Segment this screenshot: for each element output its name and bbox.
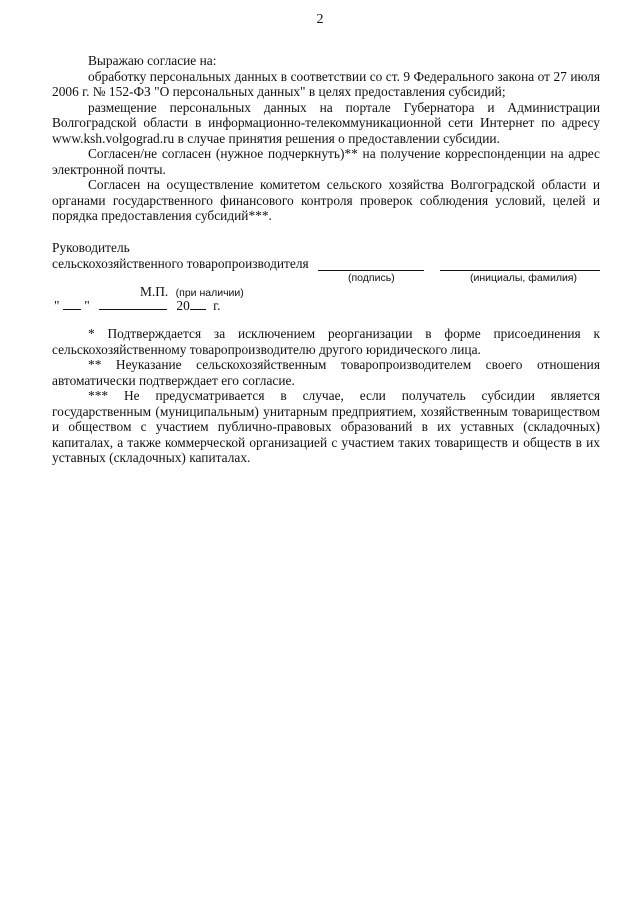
consent-item-email: Согласен/не согласен (нужное подчеркнуть)** на получение корреспонденции на адрес электронной почты. (52, 146, 600, 177)
day-blank (63, 298, 81, 310)
year-blank (190, 298, 206, 310)
year-suffix: г. (213, 298, 221, 313)
date-open-quote: " (54, 298, 60, 313)
consent-item-inspection: Согласен на осуществление комитетом сельского хозяйства Волгоградской области и органами государственного финансового контроля проверок соблюдения условий, целей и порядка предоставления субсидий***. (52, 177, 600, 223)
consent-item-personal-data: обработку персональных данных в соответствии со ст. 9 Федерального закона от 27 июля 2006 г. № 152-ФЗ "О персональных данных" в целях предоставления субсидий; (52, 68, 600, 99)
year-prefix: 20 (176, 298, 190, 313)
consent-heading: Выражаю согласие на: (88, 53, 217, 68)
date-close-quote: " (84, 298, 90, 313)
name-line (440, 270, 600, 271)
footnote-3: *** Не предусматривается в случае, если получатель субсидии является государственным (муниципальным) унитарным предприятием, хозяйственным товариществом и обществом с участием публично-правовых образований в их уставных (складочных) капиталах, а также коммерческой организацией с участием таких товариществ и обществ в их уставных (складочных) капиталах. (52, 388, 600, 465)
footnotes-section (52, 326, 600, 466)
stamp-label: М.П. (140, 284, 169, 299)
footnote-1: * Подтверждается за исключением реорганизации в форме присоединения к сельскохозяйственному товаропроизводителю другого юридического лица. (52, 326, 600, 357)
date-field (54, 298, 220, 314)
signature-caption: (подпись) (348, 272, 395, 284)
signer-role-line2: сельскохозяйственного товаропроизводителя (52, 256, 309, 271)
month-blank (99, 298, 167, 310)
name-caption: (инициалы, фамилия) (470, 272, 577, 284)
signature-line (318, 270, 424, 271)
consent-item-publication: размещение персональных данных на портале Губернатора и Администрации Волгоградской области в информационно-телекоммуникационной сети Интернет по адресу www.ksh.volgograd.ru в случае принятия решения о предоставлении субсидии. (52, 99, 600, 146)
signer-role-line1: Руководитель (52, 240, 130, 255)
page-number: 2 (316, 12, 324, 27)
stamp-note: (при наличии) (175, 287, 244, 299)
consent-section (52, 53, 600, 224)
footnote-2: ** Неуказание сельскохозяйственным товаропроизводителем своего отношения автоматически подтверждает его согласие. (52, 357, 600, 388)
